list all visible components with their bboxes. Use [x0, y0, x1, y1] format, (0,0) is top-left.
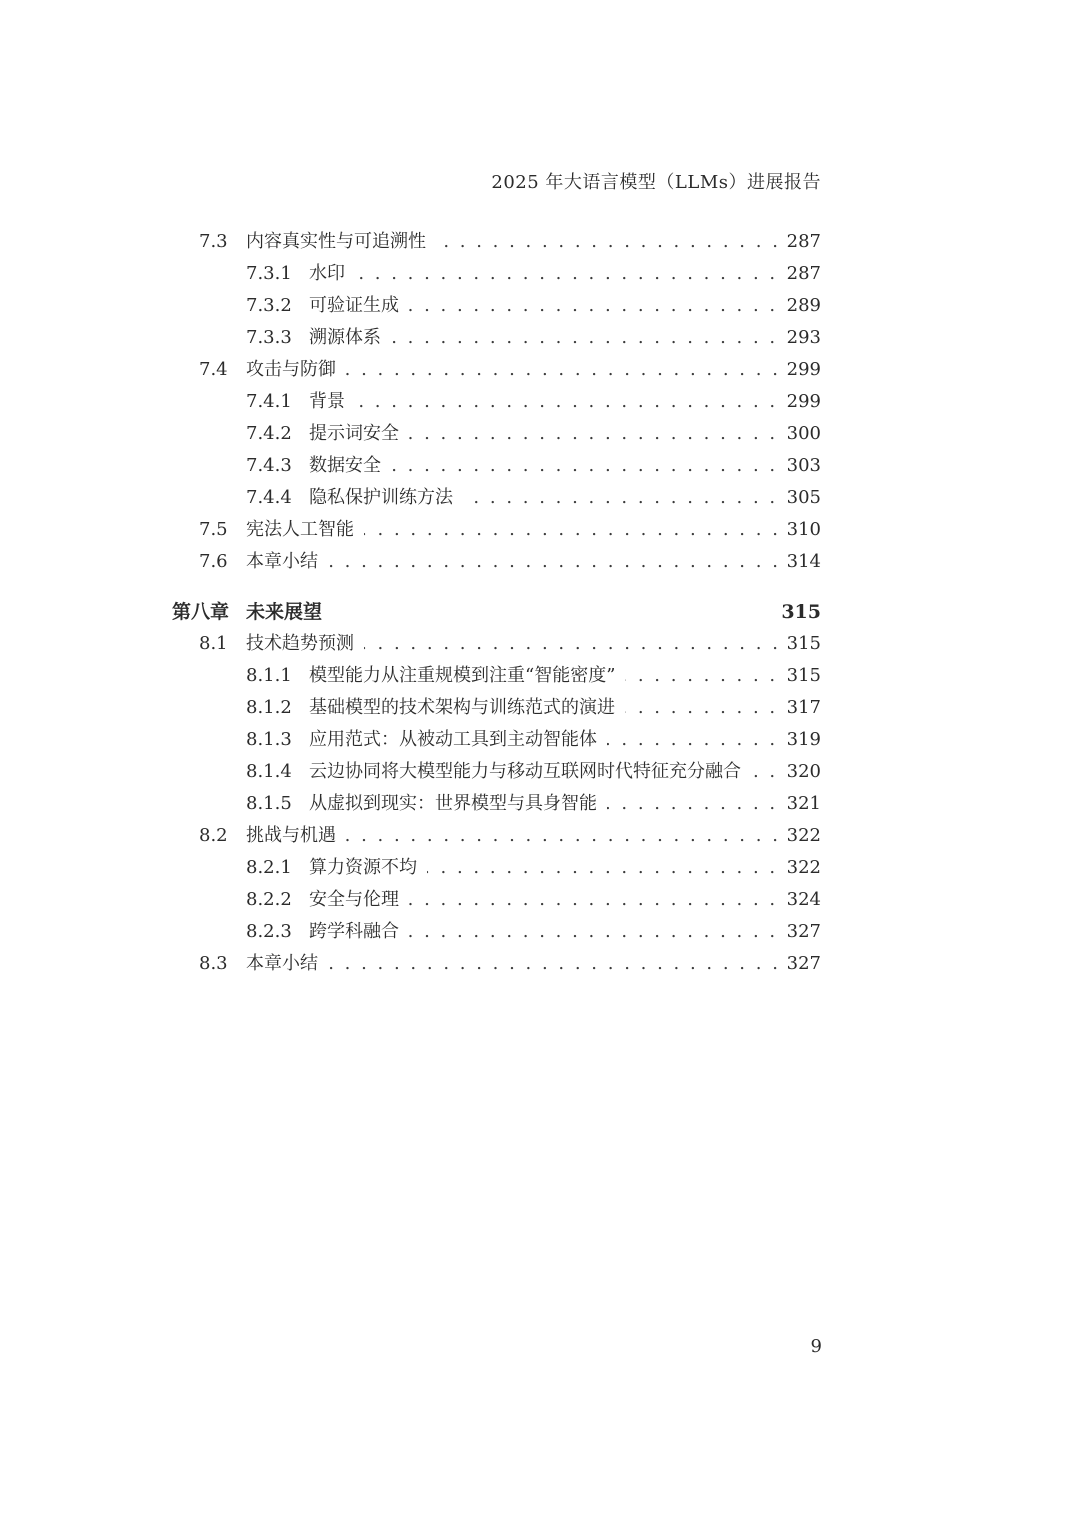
toc-entry-number: 7.4 — [199, 359, 228, 380]
toc-entry-page: 293 — [781, 322, 821, 354]
toc-entry-page: 305 — [781, 482, 821, 514]
toc-entry-number: 7.4.3 — [246, 455, 292, 476]
toc-entry[interactable] — [0, 354, 1080, 386]
toc-entry[interactable] — [0, 948, 1080, 980]
toc-entry-page: 289 — [781, 290, 821, 322]
toc-entry-number: 7.3.1 — [246, 263, 292, 284]
toc-entry-title: 攻击与防御 — [246, 354, 346, 386]
toc-entry-page: 310 — [781, 514, 821, 546]
toc-entry-page: 299 — [781, 354, 821, 386]
toc-entry[interactable] — [0, 692, 1080, 724]
toc-entry-page: 321 — [781, 788, 821, 820]
toc-entry-page: 287 — [781, 258, 821, 290]
toc-entry-title: 可验证生成 — [309, 290, 409, 322]
toc-entry-number: 7.4.4 — [246, 487, 292, 508]
toc-entry-page: 320 — [781, 756, 821, 788]
toc-entry-page: 315 — [775, 596, 821, 628]
toc-entry-number: 7.4.2 — [246, 423, 292, 444]
toc-entry-title: 安全与伦理 — [309, 884, 409, 916]
toc-entry-title: 跨学科融合 — [309, 916, 409, 948]
page-number: 9 — [810, 1336, 822, 1357]
toc-entry-title: 算力资源不均 — [309, 852, 427, 884]
toc-entry-page: 319 — [781, 724, 821, 756]
toc-entry-title: 模型能力从注重规模到注重“智能密度” — [309, 660, 625, 692]
toc-entry-title: 云边协同将大模型能力与移动互联网时代特征充分融合 — [309, 756, 751, 788]
toc-entry-page: 322 — [781, 820, 821, 852]
toc-entry-number: 8.2.3 — [246, 921, 292, 942]
toc-entry-title: 挑战与机遇 — [246, 820, 346, 852]
toc-entry-number: 7.3.2 — [246, 295, 292, 316]
dot-leader — [246, 948, 821, 980]
toc-entry-number: 8.2 — [199, 825, 228, 846]
toc-entry-number: 7.4.1 — [246, 391, 292, 412]
toc-entry[interactable] — [0, 482, 1080, 514]
toc-entry[interactable] — [0, 628, 1080, 660]
dot-leader — [246, 546, 821, 578]
toc-entry-page: 322 — [781, 852, 821, 884]
toc-entry[interactable] — [0, 724, 1080, 756]
toc-entry-number: 7.3 — [199, 231, 228, 252]
toc-entry[interactable] — [0, 546, 1080, 578]
toc-entry-number: 7.6 — [199, 551, 228, 572]
toc-entry-number: 7.5 — [199, 519, 228, 540]
toc-entry-number: 8.3 — [199, 953, 228, 974]
toc-entry-page: 299 — [781, 386, 821, 418]
dot-leader — [309, 258, 821, 290]
dot-leader — [309, 386, 821, 418]
toc-entry[interactable] — [0, 290, 1080, 322]
toc-entry-number: 8.1.5 — [246, 793, 292, 814]
toc-entry-title: 隐私保护训练方法 — [309, 482, 463, 514]
toc-entry-title: 内容真实性与可追溯性 — [246, 226, 436, 258]
toc-entry-page: 300 — [781, 418, 821, 450]
toc-entry-page: 315 — [781, 660, 821, 692]
toc-entry-title: 本章小结 — [246, 948, 328, 980]
toc-entry-title: 基础模型的技术架构与训练范式的演进 — [309, 692, 625, 724]
toc-entry[interactable] — [0, 386, 1080, 418]
toc-entry-page: 327 — [781, 916, 821, 948]
toc-entry[interactable] — [0, 450, 1080, 482]
toc-entry-title: 溯源体系 — [309, 322, 391, 354]
toc-entry[interactable] — [0, 756, 1080, 788]
toc-entry[interactable] — [0, 820, 1080, 852]
toc-entry-title: 提示词安全 — [309, 418, 409, 450]
toc-entry-title: 数据安全 — [309, 450, 391, 482]
toc-entry-title: 应用范式：从被动工具到主动智能体 — [309, 724, 607, 756]
toc-entry[interactable] — [0, 322, 1080, 354]
toc-entry-number: 7.3.3 — [246, 327, 292, 348]
toc-entry-page: 327 — [781, 948, 821, 980]
toc-entry[interactable] — [0, 514, 1080, 546]
toc-chapter-entry[interactable] — [0, 596, 1080, 628]
toc-entry-title: 技术趋势预测 — [246, 628, 364, 660]
toc-entry-number: 8.1.2 — [246, 697, 292, 718]
toc-entry-title: 背景 — [309, 386, 355, 418]
toc-entry-number: 8.1.3 — [246, 729, 292, 750]
toc-entry-number: 8.1.4 — [246, 761, 292, 782]
toc-entry-page: 303 — [781, 450, 821, 482]
toc-entry-number: 8.2.1 — [246, 857, 292, 878]
toc-entry-page: 314 — [781, 546, 821, 578]
toc-entry[interactable] — [0, 788, 1080, 820]
toc-entry[interactable] — [0, 916, 1080, 948]
toc-entry-title: 宪法人工智能 — [246, 514, 364, 546]
toc-entry[interactable] — [0, 418, 1080, 450]
toc-entry-page: 287 — [781, 226, 821, 258]
toc-entry-page: 324 — [781, 884, 821, 916]
toc-entry-number: 8.2.2 — [246, 889, 292, 910]
toc-entry-number: 第八章 — [172, 601, 230, 623]
toc-entry[interactable] — [0, 660, 1080, 692]
toc-entry-title: 从虚拟到现实：世界模型与具身智能 — [309, 788, 607, 820]
toc-entry-number: 8.1 — [199, 633, 228, 654]
toc-entry[interactable] — [0, 884, 1080, 916]
toc-entry-page: 317 — [781, 692, 821, 724]
toc-entry-title: 本章小结 — [246, 546, 328, 578]
toc-entry[interactable] — [0, 852, 1080, 884]
toc-entry[interactable] — [0, 226, 1080, 258]
toc-entry-title: 水印 — [309, 258, 355, 290]
running-header: 2025 年大语言模型（LLMs）进展报告 — [491, 172, 821, 193]
toc-entry[interactable] — [0, 258, 1080, 290]
toc-entry-page: 315 — [781, 628, 821, 660]
toc-entry-number: 8.1.1 — [246, 665, 292, 686]
toc-entry-title: 未来展望 — [246, 596, 332, 628]
